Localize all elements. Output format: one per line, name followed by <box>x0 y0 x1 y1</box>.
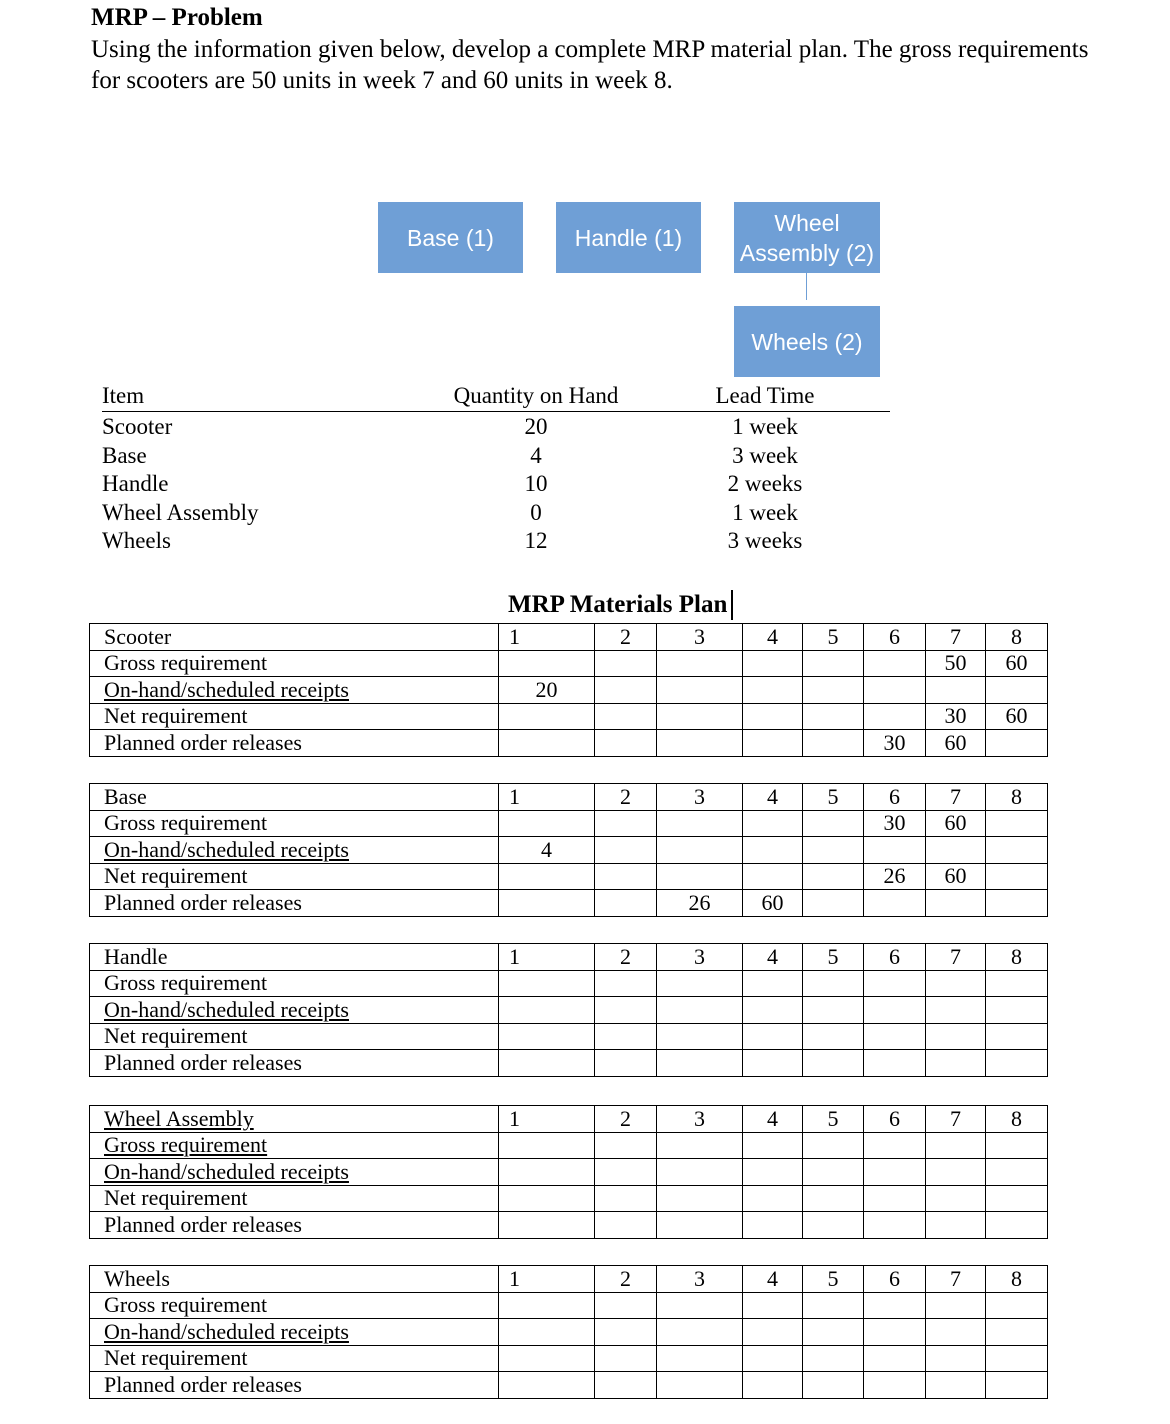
mrp-cell[interactable] <box>926 890 986 917</box>
mrp-cell[interactable] <box>986 1159 1048 1186</box>
mrp-cell[interactable] <box>743 1345 803 1372</box>
mrp-row-label: Gross requirement <box>90 1132 499 1159</box>
mrp-row-por <box>90 1212 1048 1239</box>
mrp-cell[interactable] <box>657 810 743 837</box>
mrp-cell[interactable] <box>499 997 595 1024</box>
week-number: 1 <box>499 944 595 971</box>
week-number: 3 <box>657 1106 743 1133</box>
mrp-table-wheel-assembly <box>89 1105 1048 1239</box>
mrp-cell[interactable]: 20 <box>499 677 595 704</box>
mrp-row-label: Net requirement <box>90 1185 499 1212</box>
item-name: Handle <box>102 471 169 496</box>
mrp-cell[interactable] <box>499 1345 595 1372</box>
mrp-row-gross <box>90 810 1048 837</box>
mrp-cell[interactable] <box>926 1372 986 1399</box>
mrp-cell[interactable] <box>803 863 864 890</box>
mrp-cell[interactable] <box>803 1212 864 1239</box>
mrp-item-name: Wheels <box>90 1266 499 1293</box>
mrp-cell[interactable] <box>743 650 803 677</box>
mrp-cell[interactable] <box>499 890 595 917</box>
mrp-cell[interactable] <box>926 1132 986 1159</box>
mrp-row-label: Planned order releases <box>90 1212 499 1239</box>
mrp-row-gross <box>90 1132 1048 1159</box>
mrp-cell[interactable] <box>926 997 986 1024</box>
item-lead-time: 3 weeks <box>727 528 803 553</box>
mrp-cell[interactable] <box>499 1319 595 1346</box>
mrp-cell[interactable] <box>926 1023 986 1050</box>
mrp-cell[interactable] <box>657 703 743 730</box>
mrp-cell[interactable] <box>803 810 864 837</box>
bom-wheels-box <box>734 306 880 377</box>
mrp-cell[interactable] <box>864 1132 926 1159</box>
mrp-cell[interactable] <box>986 1132 1048 1159</box>
mrp-cell[interactable]: 30 <box>864 810 926 837</box>
mrp-cell[interactable]: 60 <box>926 730 986 757</box>
mrp-cell[interactable]: 30 <box>926 703 986 730</box>
mrp-cell[interactable] <box>499 1050 595 1077</box>
mrp-cell[interactable] <box>743 863 803 890</box>
week-number: 8 <box>986 1266 1048 1293</box>
week-number: 7 <box>926 944 986 971</box>
mrp-cell[interactable] <box>803 677 864 704</box>
week-number: 2 <box>595 1106 657 1133</box>
mrp-cell[interactable] <box>499 1159 595 1186</box>
mrp-cell[interactable] <box>803 650 864 677</box>
mrp-row-label: On-hand/scheduled receipts <box>90 837 499 864</box>
mrp-row-onhand <box>90 997 1048 1024</box>
bom-connector-line <box>806 273 807 300</box>
mrp-cell[interactable] <box>743 837 803 864</box>
mrp-cell[interactable] <box>595 650 657 677</box>
mrp-row-label: Gross requirement <box>90 970 499 997</box>
item-lead-time: 2 weeks <box>727 471 803 496</box>
mrp-row-por <box>90 730 1048 757</box>
week-number: 2 <box>595 624 657 651</box>
mrp-cell[interactable] <box>499 703 595 730</box>
mrp-cell[interactable] <box>926 1050 986 1077</box>
week-number: 8 <box>986 1106 1048 1133</box>
mrp-cell[interactable] <box>595 1319 657 1346</box>
mrp-cell[interactable] <box>657 1212 743 1239</box>
mrp-cell[interactable] <box>743 730 803 757</box>
mrp-cell[interactable] <box>657 1159 743 1186</box>
item-lead-time: 1 week <box>732 414 798 439</box>
mrp-cell[interactable] <box>986 863 1048 890</box>
mrp-cell[interactable] <box>743 997 803 1024</box>
mrp-cell[interactable] <box>595 703 657 730</box>
bom-wheel-assembly-label-2: Assembly (2) <box>739 239 875 266</box>
mrp-cell[interactable]: 50 <box>926 650 986 677</box>
item-name: Scooter <box>102 414 173 439</box>
bom-wheels-label: Wheels (2) <box>751 328 863 355</box>
mrp-cell[interactable] <box>803 1292 864 1319</box>
mrp-cell[interactable] <box>864 970 926 997</box>
mrp-item-name: Wheel Assembly <box>90 1106 499 1133</box>
mrp-row-por <box>90 1050 1048 1077</box>
item-name: Base <box>102 442 147 468</box>
mrp-row-net <box>90 1185 1048 1212</box>
week-number: 4 <box>743 1106 803 1133</box>
mrp-cell[interactable] <box>657 1132 743 1159</box>
item-info-row <box>102 441 890 470</box>
mrp-cell[interactable] <box>986 810 1048 837</box>
mrp-cell[interactable] <box>499 1185 595 1212</box>
mrp-row-label: On-hand/scheduled receipts <box>90 1159 499 1186</box>
mrp-row-gross <box>90 970 1048 997</box>
mrp-cell[interactable] <box>986 1023 1048 1050</box>
mrp-cell[interactable] <box>595 1212 657 1239</box>
mrp-row-onhand <box>90 677 1048 704</box>
mrp-cell[interactable] <box>986 997 1048 1024</box>
week-number: 2 <box>595 784 657 811</box>
mrp-cell[interactable] <box>986 677 1048 704</box>
mrp-week-row <box>90 944 1048 971</box>
mrp-cell[interactable] <box>926 1159 986 1186</box>
mrp-cell[interactable] <box>864 837 926 864</box>
item-header: Item <box>102 383 145 408</box>
mrp-cell[interactable] <box>595 997 657 1024</box>
mrp-cell[interactable]: 26 <box>864 863 926 890</box>
mrp-cell[interactable] <box>595 1023 657 1050</box>
mrp-cell[interactable] <box>986 1050 1048 1077</box>
item-quantity: 10 <box>524 471 548 496</box>
week-number: 1 <box>499 1106 595 1133</box>
mrp-cell[interactable] <box>803 1050 864 1077</box>
mrp-cell[interactable] <box>864 1372 926 1399</box>
item-quantity: 20 <box>524 414 548 439</box>
item-name: Wheel Assembly <box>102 499 259 525</box>
week-number: 2 <box>595 944 657 971</box>
mrp-cell[interactable] <box>864 1345 926 1372</box>
mrp-cell[interactable] <box>743 1292 803 1319</box>
mrp-cell[interactable] <box>864 997 926 1024</box>
mrp-week-row <box>90 1106 1048 1133</box>
mrp-cell[interactable] <box>595 1372 657 1399</box>
item-quantity: 0 <box>530 499 542 525</box>
mrp-cell[interactable] <box>657 730 743 757</box>
mrp-cell[interactable] <box>595 677 657 704</box>
mrp-cell[interactable] <box>499 730 595 757</box>
mrp-cell[interactable] <box>864 1159 926 1186</box>
mrp-table-base <box>89 783 1048 917</box>
mrp-item-name: Scooter <box>90 624 499 651</box>
mrp-row-label: Planned order releases <box>90 1372 499 1399</box>
mrp-cell[interactable] <box>864 703 926 730</box>
item-info-table <box>102 381 890 555</box>
mrp-cell[interactable] <box>864 650 926 677</box>
week-number: 6 <box>864 1106 926 1133</box>
mrp-cell[interactable] <box>926 677 986 704</box>
week-number: 8 <box>986 944 1048 971</box>
mrp-cell[interactable] <box>595 730 657 757</box>
problem-statement: Using the information given below, develop a complete MRP material plan. The gross requirements for scooters are 50 units in week 7 and 60 units in week 8. <box>91 36 1089 94</box>
mrp-cell[interactable] <box>595 1050 657 1077</box>
week-number: 4 <box>743 624 803 651</box>
mrp-row-label: On-hand/scheduled receipts <box>90 997 499 1024</box>
mrp-item-name: Base <box>90 784 499 811</box>
mrp-cell[interactable] <box>499 1372 595 1399</box>
mrp-cell[interactable] <box>743 677 803 704</box>
week-number: 8 <box>986 624 1048 651</box>
page-title: MRP – Problem <box>91 4 263 31</box>
mrp-cell[interactable] <box>926 1185 986 1212</box>
week-number: 7 <box>926 624 986 651</box>
item-info-header <box>102 381 890 412</box>
mrp-table-wheels <box>89 1265 1048 1399</box>
mrp-cell[interactable] <box>864 890 926 917</box>
mrp-cell[interactable]: 60 <box>986 703 1048 730</box>
mrp-row-label: Planned order releases <box>90 890 499 917</box>
mrp-item-name: Handle <box>90 944 499 971</box>
week-number: 6 <box>864 944 926 971</box>
mrp-cell[interactable] <box>657 1372 743 1399</box>
mrp-cell[interactable] <box>657 1050 743 1077</box>
item-info-row <box>102 469 890 498</box>
mrp-row-label: Gross requirement <box>90 1292 499 1319</box>
week-number: 7 <box>926 784 986 811</box>
mrp-cell[interactable] <box>595 1292 657 1319</box>
item-info-row <box>102 412 890 441</box>
bom-wheel-assembly-box <box>734 202 880 273</box>
mrp-cell[interactable] <box>595 863 657 890</box>
mrp-row-por <box>90 890 1048 917</box>
mrp-cell[interactable] <box>803 997 864 1024</box>
week-number: 7 <box>926 1106 986 1133</box>
mrp-row-label: Net requirement <box>90 703 499 730</box>
mrp-cell[interactable]: 30 <box>864 730 926 757</box>
mrp-cell[interactable] <box>499 810 595 837</box>
mrp-row-label: Net requirement <box>90 1023 499 1050</box>
bom-handle-label: Handle (1) <box>574 224 683 251</box>
mrp-cell[interactable] <box>499 970 595 997</box>
mrp-cell[interactable] <box>743 970 803 997</box>
mrp-cell[interactable] <box>743 1159 803 1186</box>
week-number: 4 <box>743 944 803 971</box>
mrp-cell[interactable] <box>743 1050 803 1077</box>
mrp-row-label: Planned order releases <box>90 730 499 757</box>
mrp-week-row <box>90 1266 1048 1293</box>
mrp-cell[interactable] <box>986 1212 1048 1239</box>
mrp-cell[interactable] <box>926 1319 986 1346</box>
mrp-cell[interactable] <box>499 863 595 890</box>
mrp-row-por <box>90 1372 1048 1399</box>
mrp-cell[interactable] <box>657 1023 743 1050</box>
mrp-cell[interactable] <box>595 970 657 997</box>
mrp-table-handle <box>89 943 1048 1077</box>
mrp-cell[interactable] <box>926 1292 986 1319</box>
mrp-cell[interactable] <box>657 1319 743 1346</box>
week-number: 2 <box>595 1266 657 1293</box>
mrp-cell[interactable] <box>803 1023 864 1050</box>
item-info-row <box>102 526 890 555</box>
mrp-cell[interactable] <box>595 890 657 917</box>
mrp-cell[interactable] <box>803 1319 864 1346</box>
mrp-cell[interactable] <box>986 837 1048 864</box>
bom-base-box <box>378 202 523 273</box>
mrp-cell[interactable] <box>657 677 743 704</box>
mrp-cell[interactable]: 26 <box>657 890 743 917</box>
week-number: 5 <box>803 1106 864 1133</box>
mrp-cell[interactable] <box>499 1292 595 1319</box>
mrp-cell[interactable] <box>864 1023 926 1050</box>
week-number: 7 <box>926 1266 986 1293</box>
mrp-cell[interactable] <box>864 1319 926 1346</box>
bom-handle-box <box>556 202 701 273</box>
week-number: 3 <box>657 1266 743 1293</box>
week-number: 3 <box>657 784 743 811</box>
mrp-row-onhand <box>90 1319 1048 1346</box>
week-number: 5 <box>803 944 864 971</box>
item-info-row <box>102 498 890 527</box>
mrp-cell[interactable] <box>657 970 743 997</box>
mrp-cell[interactable] <box>803 970 864 997</box>
mrp-row-onhand <box>90 1159 1048 1186</box>
week-number: 1 <box>499 1266 595 1293</box>
mrp-cell[interactable] <box>499 1023 595 1050</box>
mrp-cell[interactable] <box>743 810 803 837</box>
mrp-cell[interactable] <box>986 1292 1048 1319</box>
mrp-cell[interactable] <box>657 837 743 864</box>
mrp-row-label: On-hand/scheduled receipts <box>90 677 499 704</box>
mrp-cell[interactable]: 4 <box>499 837 595 864</box>
week-number: 1 <box>499 784 595 811</box>
mrp-cell[interactable] <box>743 1319 803 1346</box>
mrp-cell[interactable] <box>595 837 657 864</box>
plan-title: MRP Materials Plan <box>508 590 733 620</box>
mrp-cell[interactable] <box>499 1132 595 1159</box>
mrp-cell[interactable] <box>743 1023 803 1050</box>
mrp-cell[interactable]: 60 <box>986 650 1048 677</box>
mrp-row-label: Gross requirement <box>90 810 499 837</box>
mrp-cell[interactable]: 60 <box>926 863 986 890</box>
mrp-cell[interactable] <box>803 837 864 864</box>
mrp-cell[interactable] <box>986 890 1048 917</box>
mrp-cell[interactable] <box>499 1212 595 1239</box>
mrp-cell[interactable] <box>595 1185 657 1212</box>
mrp-week-row <box>90 784 1048 811</box>
mrp-cell[interactable] <box>595 810 657 837</box>
mrp-week-row <box>90 624 1048 651</box>
mrp-row-onhand <box>90 837 1048 864</box>
mrp-cell[interactable] <box>743 1372 803 1399</box>
bom-wheel-assembly-label-1: Wheel <box>774 209 840 236</box>
mrp-row-net <box>90 1345 1048 1372</box>
mrp-row-label: Net requirement <box>90 863 499 890</box>
item-lead-time: 3 week <box>732 442 798 468</box>
mrp-cell[interactable] <box>986 1319 1048 1346</box>
mrp-cell[interactable] <box>743 1132 803 1159</box>
week-number: 5 <box>803 1266 864 1293</box>
week-number: 3 <box>657 624 743 651</box>
week-number: 6 <box>864 624 926 651</box>
mrp-row-label: On-hand/scheduled receipts <box>90 1319 499 1346</box>
mrp-cell[interactable] <box>657 997 743 1024</box>
mrp-row-label: Net requirement <box>90 1345 499 1372</box>
mrp-cell[interactable] <box>864 1212 926 1239</box>
week-number: 4 <box>743 784 803 811</box>
mrp-cell[interactable] <box>595 1132 657 1159</box>
mrp-cell[interactable] <box>803 1185 864 1212</box>
mrp-cell[interactable] <box>926 1345 986 1372</box>
mrp-cell[interactable] <box>803 1345 864 1372</box>
item-lead-time: 1 week <box>732 499 798 525</box>
quantity-header: Quantity on Hand <box>453 383 619 408</box>
mrp-row-label: Planned order releases <box>90 1050 499 1077</box>
mrp-cell[interactable] <box>657 863 743 890</box>
mrp-cell[interactable] <box>743 1185 803 1212</box>
item-name: Wheels <box>102 528 171 553</box>
mrp-cell[interactable] <box>657 1292 743 1319</box>
mrp-cell[interactable] <box>986 970 1048 997</box>
week-number: 4 <box>743 1266 803 1293</box>
mrp-cell[interactable] <box>803 890 864 917</box>
mrp-cell[interactable] <box>864 677 926 704</box>
mrp-cell[interactable] <box>803 1372 864 1399</box>
mrp-cell[interactable] <box>803 703 864 730</box>
item-info-rows <box>102 412 890 555</box>
mrp-cell[interactable] <box>986 1185 1048 1212</box>
mrp-cell[interactable] <box>986 730 1048 757</box>
mrp-cell[interactable] <box>864 1185 926 1212</box>
week-number: 3 <box>657 944 743 971</box>
item-quantity: 12 <box>524 528 548 553</box>
mrp-cell[interactable] <box>864 1292 926 1319</box>
lead-time-header: Lead Time <box>715 383 815 408</box>
week-number: 6 <box>864 1266 926 1293</box>
mrp-cell[interactable] <box>926 837 986 864</box>
mrp-cell[interactable] <box>657 1185 743 1212</box>
mrp-row-net <box>90 863 1048 890</box>
week-number: 5 <box>803 624 864 651</box>
week-number: 6 <box>864 784 926 811</box>
week-number: 8 <box>986 784 1048 811</box>
mrp-cell[interactable] <box>926 970 986 997</box>
mrp-row-net <box>90 703 1048 730</box>
bom-base-label: Base (1) <box>407 224 494 251</box>
mrp-cell[interactable] <box>986 1372 1048 1399</box>
mrp-cell[interactable] <box>595 1345 657 1372</box>
mrp-cell[interactable] <box>657 1345 743 1372</box>
mrp-cell[interactable] <box>986 1345 1048 1372</box>
mrp-cell[interactable] <box>595 1159 657 1186</box>
week-number: 5 <box>803 784 864 811</box>
mrp-cell[interactable] <box>803 1132 864 1159</box>
mrp-cell[interactable] <box>743 1212 803 1239</box>
mrp-cell[interactable] <box>657 650 743 677</box>
mrp-cell[interactable] <box>803 730 864 757</box>
mrp-row-gross <box>90 1292 1048 1319</box>
mrp-cell[interactable] <box>926 1212 986 1239</box>
mrp-cell[interactable] <box>743 703 803 730</box>
mrp-cell[interactable] <box>803 1159 864 1186</box>
mrp-row-label: Gross requirement <box>90 650 499 677</box>
mrp-cell[interactable]: 60 <box>743 890 803 917</box>
mrp-cell[interactable] <box>499 650 595 677</box>
mrp-table-scooter <box>89 623 1048 757</box>
item-quantity: 4 <box>530 442 542 468</box>
mrp-cell[interactable]: 60 <box>926 810 986 837</box>
mrp-row-gross <box>90 650 1048 677</box>
mrp-row-net <box>90 1023 1048 1050</box>
week-number: 1 <box>499 624 595 651</box>
mrp-cell[interactable] <box>864 1050 926 1077</box>
